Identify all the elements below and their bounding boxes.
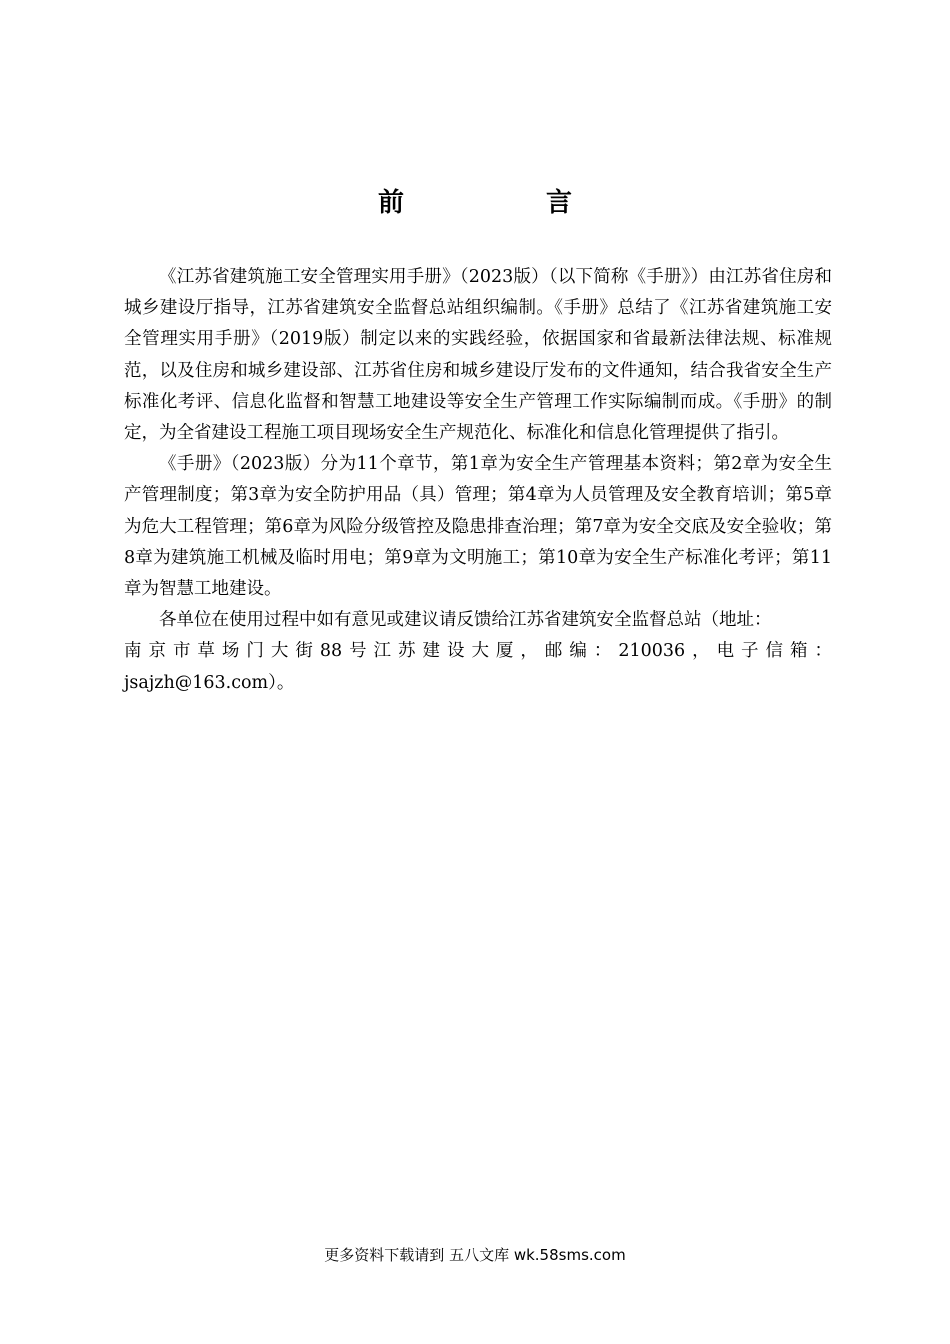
paragraph-chapters: 《手册》（2023版）分为11个章节，第1章为安全生产管理基本资料；第2章为安全生产管理制度；第3章为安全防护用品（具）管理；第4章为人员管理及安全教育培训；第5章为危大工程管理；第6章为风险分级管控及隐患排查治理；第7章为安全交底及安全验收；第8章为建筑施工机械及临时用电；第9章为文明施工；第10章为安全生产标准化考评；第11章为智慧工地建设。: [124, 454, 832, 600]
paragraph-contact: [124, 605, 832, 699]
contact-line-3: jsajzh@163.com）。: [124, 672, 295, 693]
paragraph-intro: 《江苏省建筑施工安全管理实用手册》（2023版）（以下简称《手册》）由江苏省住房和城乡建设厅指导，江苏省建筑安全监督总站组织编制。《手册》总结了《江苏省建筑施工安全管理实用手册》（2019版）制定以来的实践经验，依据国家和省最新法律法规、标准规范，以及住房和城乡建设部、江苏省住房和城乡建设厅发布的文件通知，结合我省安全生产标准化考评、信息化监督和智慧工地建设等安全生产管理工作实际编制而成。《手册》的制定，为全省建设工程施工项目现场安全生产规范化、标准化和信息化管理提供了指引。: [124, 267, 832, 444]
document-body: [124, 262, 832, 699]
contact-line-2: 南京市草场门大街88号江苏建设大厦，邮编：210036，电子信箱：: [124, 641, 832, 662]
contact-line-1: 各单位在使用过程中如有意见或建议请反馈给江苏省建筑安全监督总站（地址：: [159, 610, 772, 631]
footer-download-note: 更多资料下载请到 五八文库 wk.58sms.com: [324, 1246, 626, 1264]
page-title: 前 言: [377, 188, 630, 218]
